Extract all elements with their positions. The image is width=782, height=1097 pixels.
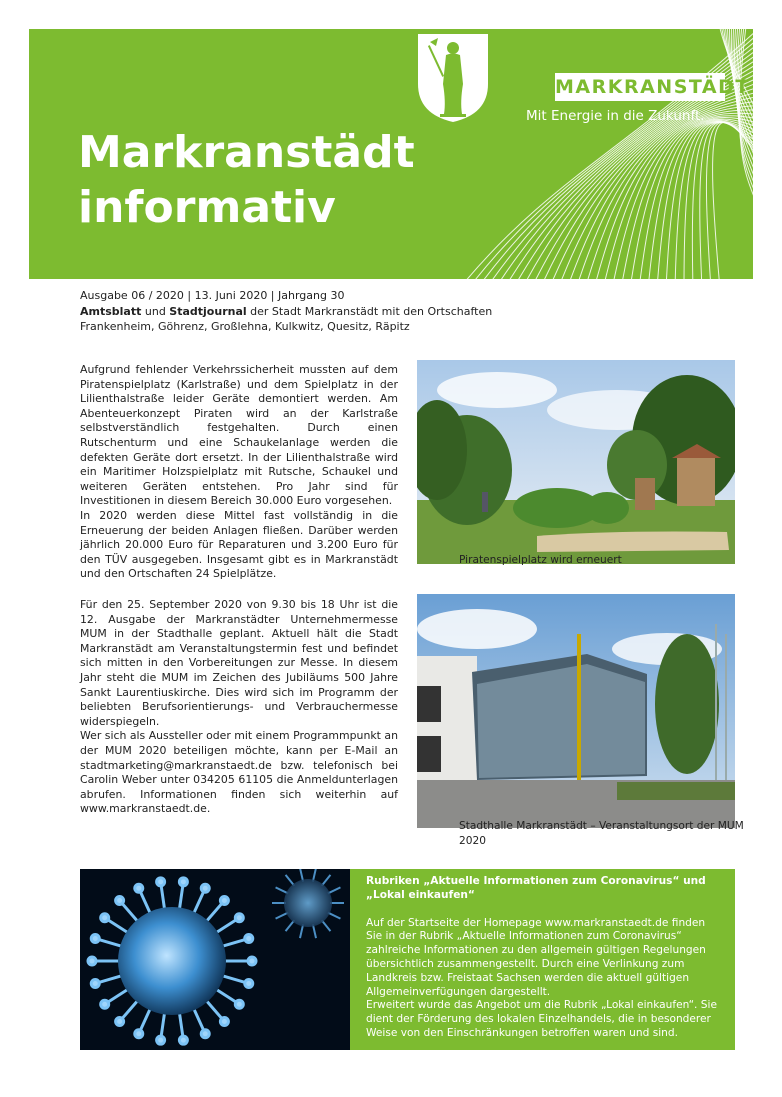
virus-spike-tip (179, 878, 187, 886)
virus-spike (140, 1006, 152, 1031)
coat-of-arms-icon (416, 32, 490, 124)
virus-spike (106, 988, 130, 1003)
virus-spike (328, 913, 341, 919)
virus-spike (193, 890, 205, 915)
virus-spike-tip (245, 980, 253, 988)
virus-spike (276, 913, 289, 919)
virus-spike (97, 939, 124, 947)
virus-spike-tip (135, 1030, 143, 1038)
wave-line (713, 122, 753, 279)
virus-spike-tip (116, 1017, 124, 1025)
virus-spike (179, 884, 183, 912)
villages-line: Frankenheim, Göhrenz, Großlehna, Kulkwitz, Quesitz, Räpitz (80, 320, 410, 333)
virus-spike (161, 1010, 165, 1038)
article-mum (80, 598, 398, 817)
virus-spike (179, 1010, 183, 1038)
photo-caption: Piratenspielplatz wird erneuert (459, 554, 622, 566)
virus-spike-tip (201, 884, 209, 892)
publisher-rest: der Stadt Markranstädt mit den Ortschaften (246, 304, 493, 318)
virus-spike-tip (135, 884, 143, 892)
virus-spike (205, 999, 223, 1020)
virus-spike (161, 884, 165, 912)
virus-spike (322, 920, 331, 931)
stadtjournal-label: Stadtjournal (169, 304, 247, 318)
virus-spike (286, 875, 295, 886)
virus-spike-tip (157, 878, 165, 886)
publisher-line (80, 304, 492, 320)
wave-line (692, 122, 753, 279)
virus-spike-tip (248, 957, 256, 965)
virus-spike-tip (91, 980, 99, 988)
virus-spike-tip (235, 914, 243, 922)
title-line-2: informativ (78, 182, 336, 233)
wave-line (459, 29, 753, 279)
virus-spike-tip (235, 1000, 243, 1008)
playground-photo (417, 360, 735, 564)
virus-spike (121, 902, 139, 923)
virus-spike (286, 920, 295, 931)
virus-spike (205, 902, 223, 923)
brand-logo: MARKRANSTÄDT (555, 73, 725, 101)
virus-spike (121, 999, 139, 1020)
info-box-heading: Rubriken „Aktuelle Informationen zum Coronavirus“ und „Lokal einkaufen“ (366, 875, 706, 901)
masthead (80, 288, 492, 335)
wave-line (630, 116, 753, 279)
virus-spike (220, 975, 247, 983)
virus-spike-tip (88, 957, 96, 965)
virus-spike-tip (220, 1017, 228, 1025)
virus-spike-tip (116, 897, 124, 905)
wave-line (612, 110, 753, 279)
wave-line (603, 105, 753, 279)
virus-spike-tip (91, 934, 99, 942)
article-paragraph: Für den 25. September 2020 von 9.30 bis 18 Uhr ist die 12. Ausgabe der Markranstädter Unternehmermesse MUM in der Stadthalle geplant. Aktuell hält die Stadt Markranstädt am Veranstaltungstermin fest und befindet sich mitten in den Vorbereitungen zur Messe. In diesem Jahr steht die MUM im Zeichen des Jubiläums 500 Jahre Sankt Laurentiuskirche. Dies wird sich im Programm der beliebten Berufsorientierungs- und Verbrauchermesse widerspiegeln. (80, 598, 398, 728)
coronavirus-image (80, 869, 350, 1050)
virus-spike-tip (220, 897, 228, 905)
virus-spike (97, 975, 124, 983)
article-paragraph: Aufgrund fehlender Verkehrssicherheit mussten auf dem Piratenspielplatz (Karlstraße) und dem Spielplatz in der Lilienthalstraße leider Geräte demontiert werden. Am Abenteuerkonzept Piraten wird an der Karlstraße selbstverständlich festgehalten. Durch einen Rutschenturm und eine Schaukelanlage werden die defekten Geräte dort ersetzt. In der Lilienthalstraße wird ein Maritimer Holzspielplatz mit Rutsche, Schaukel und weiteren Geräten entstehen. Pro Jahr sind für Investitionen in diesem Bereich 30.000 Euro vorgesehen. (80, 363, 398, 508)
info-box-paragraph: Auf der Startseite der Homepage www.markranstaedt.de finden Sie in der Rubrik „Aktuelle Informationen zum Coronavirus“ zahlreiche Informationen zu den allgemein gültigen Regelungen übersichtlich zusammengestellt. Durch eine Verlinkung zum Landkreis bzw. Freistaat Sachsen werden die aktuell gültigen Allgemeinverfügungen dargestellt. (366, 916, 706, 998)
wave-line (684, 122, 753, 279)
virus-spike (106, 919, 130, 934)
virus-spike (328, 887, 341, 893)
virus-icon (80, 869, 350, 1050)
and-word: und (141, 304, 170, 318)
issue-line: Ausgabe 06 / 2020 | 13. Juni 2020 | Jahrgang 30 (80, 289, 345, 302)
virus-spike (276, 887, 289, 893)
virus-spike (313, 924, 316, 938)
virus-spike (140, 890, 152, 915)
virus-spike (214, 919, 238, 934)
amtsblatt-label: Amtsblatt (80, 304, 142, 318)
virus-spike (300, 924, 303, 938)
virus-spike-tip (179, 1036, 187, 1044)
article-playground (80, 363, 398, 582)
header-banner (29, 29, 753, 279)
article-paragraph: Wer sich als Aussteller oder mit einem Programmpunkt an der MUM 2020 beteiligen möchte, kann per E-Mail an stadtmarketing@markranstaedt.de bzw. telefonisch bei Carolin Weber unter 034205 61105 die Anmeldunterlagen abrufen. Informationen finden sich weiterhin auf www.markranstaedt.de. (80, 729, 398, 816)
brand-slogan: Mit Energie in die Zukunft. (526, 108, 705, 124)
info-box-corona (350, 869, 735, 1050)
virus-spike (193, 1006, 205, 1031)
stadthalle-photo (417, 594, 735, 828)
virus-spike-tip (201, 1030, 209, 1038)
title-line-1: Markranstädt (78, 127, 415, 178)
virus-spike (220, 939, 247, 947)
virus-spike (214, 988, 238, 1003)
virus-spike-tip (101, 914, 109, 922)
virus-spike-tip (157, 1036, 165, 1044)
page-title (78, 125, 415, 235)
photo-caption: Stadthalle Markranstädt – Veranstaltungsort der MUM 2020 (459, 820, 744, 847)
virus-spike-tip (245, 934, 253, 942)
virus-spike-tip (101, 1000, 109, 1008)
info-box-paragraph: Erweitert wurde das Angebot um die Rubrik „Lokal einkaufen“. Sie dient der Förderung des lokalen Einzelhandels, die in besonderer Weise von den Einschränkungen betroffen waren und sind. (366, 999, 717, 1039)
article-paragraph: In 2020 werden diese Mittel fast vollständig in die Erneuerung der beiden Anlagen fließen. Darüber werden jährlich 20.000 Euro für Reparaturen und 3.200 Euro für den TÜV ausgegeben. Insgesamt gibt es in Markranstädt und den Ortschaften 24 Spielplätze. (80, 508, 398, 581)
virus-spike (322, 875, 331, 886)
